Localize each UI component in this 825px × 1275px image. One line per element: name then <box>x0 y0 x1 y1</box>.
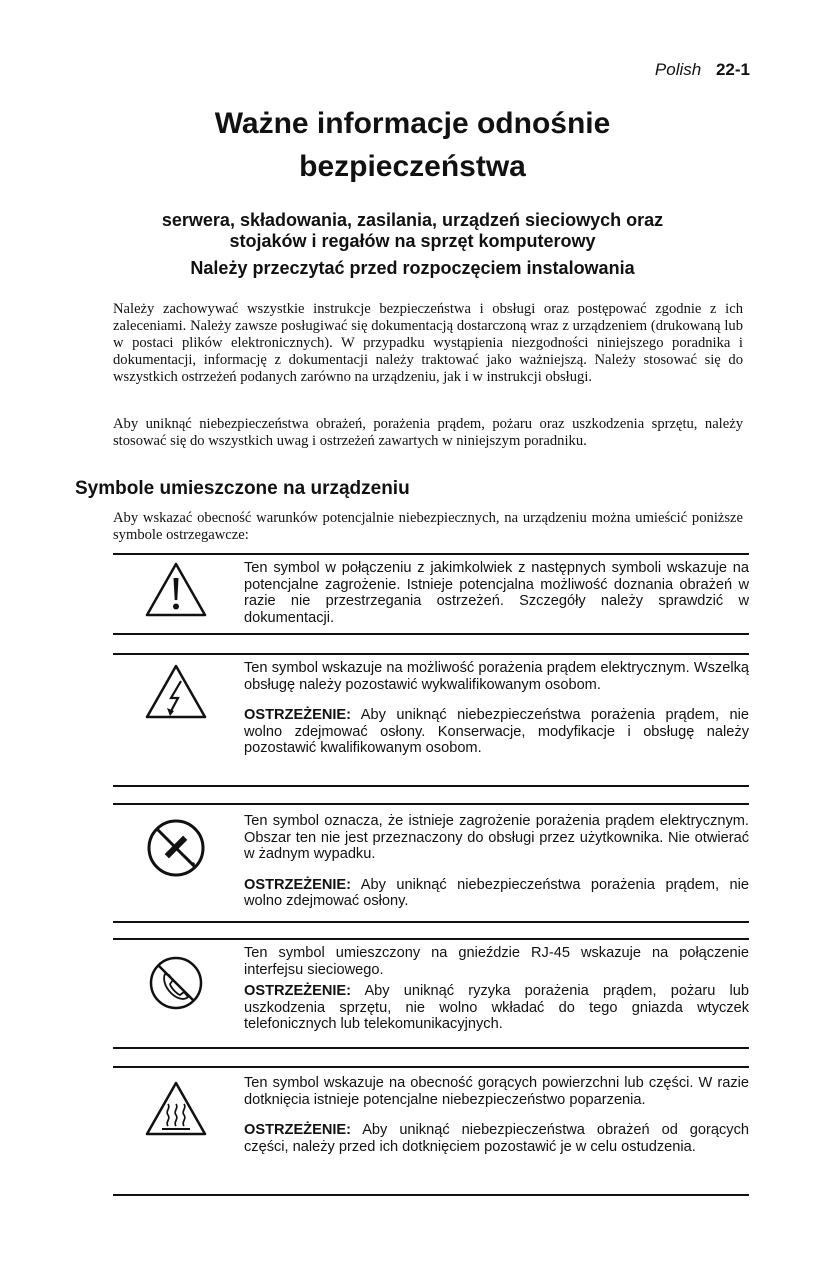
symbol-row-general-hazard <box>113 553 749 637</box>
row-bottom-rule <box>113 785 749 787</box>
warning-text: Aby uniknąć ryzyka porażenia prądem, pożaru lub uszkodzenia sprzętu, nie wolno wkładać do tego gniazda wtyczek telefonicznych lub telekomunikacyjnych. <box>244 983 750 1032</box>
subtitle-line-2: stojaków i regałów na sprzęt komputerowy <box>229 231 596 251</box>
read-first-notice: Należy przeczytać przed rozpoczęciem instalowania <box>190 258 635 278</box>
title-line-1: Ważne informacje odnośnie <box>214 107 611 140</box>
symbol-row-electric-shock <box>113 653 749 789</box>
symbol-description <box>244 945 749 1033</box>
intro-paragraph-2: Aby uniknąć niebezpieczeństwa obrażeń, porażenia prądem, pożaru oraz uszkodzenia sprzętu, należy stosować się do wszystkich uwag i ostrzeżeń zawartych w niniejszym poradniku. <box>113 416 743 449</box>
symbol-text: Ten symbol w połączeniu z jakimkolwiek z następnych symboli wskazuje na potencjalne zagrożenie. Istnieje potencjalna możliwość doznania obrażeń w razie nie przestrzegania ostrzeżeń. Szczegóły należy sprawdzić w dokumentacji. <box>244 560 749 626</box>
symbol-text: Ten symbol wskazuje na możliwość porażenia prądem elektrycznym. Wszelką obsługę należy pozostawić wykwalifikowanym osobom. <box>244 660 749 693</box>
subtitle-line-1: serwera, składowania, zasilania, urządzeń sieciowych oraz <box>161 210 664 230</box>
row-bottom-rule <box>113 633 749 635</box>
symbol-row-rj45 <box>113 938 749 1050</box>
page-subtitle <box>0 210 825 252</box>
row-bottom-rule <box>113 1047 749 1049</box>
row-top-rule <box>113 1066 749 1068</box>
warning-label: OSTRZEŻENIE: <box>244 1122 352 1138</box>
symbols-intro-paragraph: Aby wskazać obecność warunków potencjalnie niebezpiecznych, na urządzeniu można umieścić poniższe symbole ostrzegawcze: <box>113 510 743 543</box>
warning-label: OSTRZEŻENIE: <box>244 983 352 999</box>
warning-text: Aby uniknąć niebezpieczeństwa porażenia prądem, nie wolno zdejmować osłony. Konserwacje, modyfikacje i obsługę należy pozostawić kwalifikowanym osobom. <box>244 707 749 756</box>
warning-label: OSTRZEŻENIE: <box>244 876 352 893</box>
no-user-service-icon <box>141 811 211 881</box>
hot-surface-icon <box>141 1078 211 1148</box>
row-top-rule <box>113 938 749 940</box>
title-line-2: bezpieczeństwa <box>299 150 526 183</box>
intro-paragraph-1: Należy zachowywać wszystkie instrukcje bezpieczeństwa i obsługi oraz postępować zgodnie z ich zaleceniami. Należy zawsze posługiwać się dokumentacją dostarczoną wraz z urządzeniem (drukowaną lub w postaci plików elektronicznych). W przypadku wystąpienia niezgodności niniejszego poradnika i dokumentacji, informację z dokumentacji należy traktować jako ważniejszą. Należy stosować się do wszystkich ostrzeżeń podanych zarówno na urządzeniu, jak i w instrukcji obsługi. <box>113 301 743 385</box>
symbol-text: Ten symbol wskazuje na obecność gorących powierzchni lub części. W razie dotknięcia istnieje potencjalne niebezpieczeństwo poparzenia. <box>244 1075 749 1108</box>
header-language: Polish <box>654 60 702 79</box>
header-page-number: 22-1 <box>715 60 750 79</box>
warning-note <box>244 1122 749 1155</box>
warning-text: Aby uniknąć niebezpieczeństwa porażenia prądem, nie wolno zdejmować osłony. <box>244 876 749 909</box>
symbol-description <box>244 560 749 626</box>
electric-shock-icon <box>141 661 211 731</box>
symbol-description <box>244 1075 749 1155</box>
warning-note <box>244 707 749 757</box>
warning-note <box>244 983 749 1033</box>
row-bottom-rule <box>113 921 749 923</box>
row-top-rule <box>113 803 749 805</box>
row-top-rule <box>113 653 749 655</box>
general-hazard-icon <box>141 559 211 629</box>
symbol-row-hot-surface <box>113 1066 749 1198</box>
warning-label: OSTRZEŻENIE: <box>244 707 352 723</box>
symbol-text: Ten symbol oznacza, że istnieje zagrożenie porażenia prądem elektrycznym. Obszar ten nie jest przeznaczony do obsługi przez użytkownika. Nie otwierać w żadnym wypadku. <box>244 813 749 862</box>
symbol-row-no-user-service <box>113 803 749 923</box>
page-header <box>655 60 750 80</box>
warning-text: Aby uniknąć niebezpieczeństwa obrażeń od gorących części, należy przed ich dotknięciem pozostawić je w celu ostudzenia. <box>244 1122 749 1155</box>
no-telephone-icon <box>141 948 211 1018</box>
symbol-description <box>244 813 749 910</box>
symbol-description <box>244 660 749 757</box>
page-title <box>0 102 825 188</box>
symbols-section-heading: Symbole umieszczone na urządzeniu <box>75 478 410 499</box>
symbol-text: Ten symbol umieszczony na gnieździe RJ-45 wskazuje na połączenie interfejsu sieciowego. <box>244 945 749 978</box>
row-bottom-rule <box>113 1194 749 1196</box>
row-top-rule <box>113 553 749 555</box>
warning-note <box>244 877 749 910</box>
